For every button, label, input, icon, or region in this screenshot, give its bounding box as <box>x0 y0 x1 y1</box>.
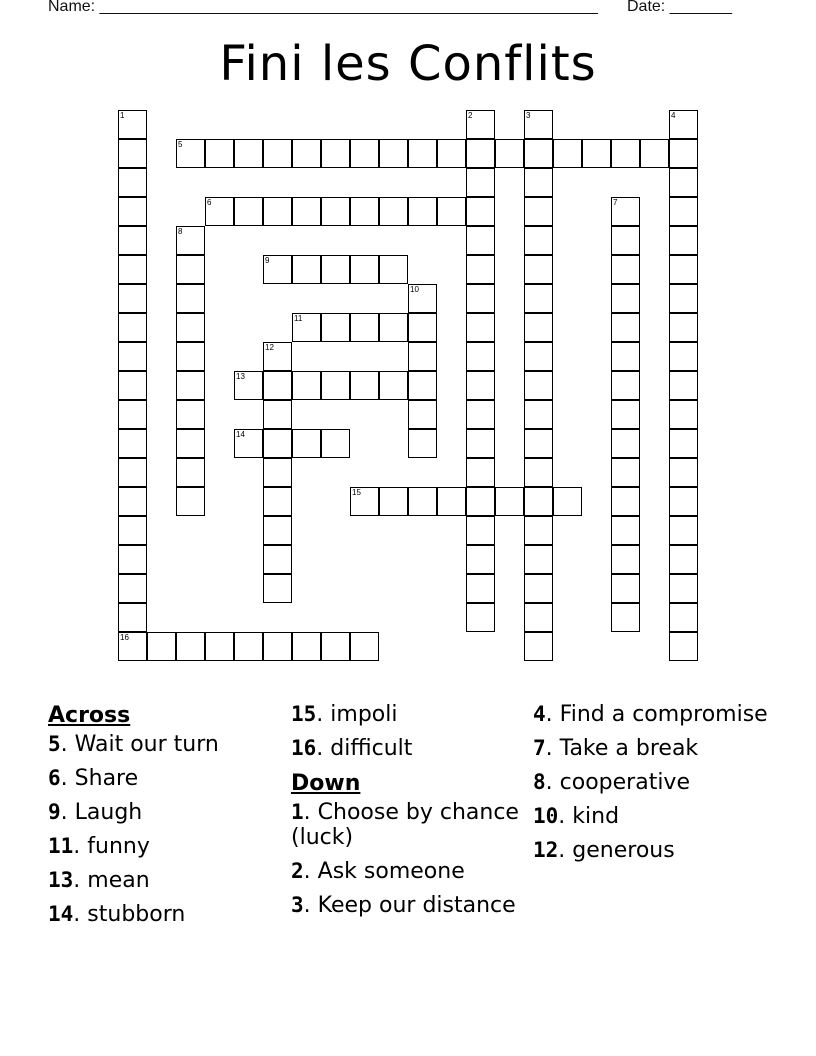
name-line[interactable]: ________________________________________________________ <box>99 0 598 15</box>
page-title: Fini les Conflits <box>219 36 597 92</box>
clue-column-1 <box>48 702 288 936</box>
clue-column-2 <box>291 702 531 927</box>
grid-cell[interactable] <box>350 371 379 400</box>
grid-cell[interactable] <box>118 574 147 603</box>
grid-cell[interactable] <box>611 284 640 313</box>
down-clue: 7. Take a break <box>533 736 699 761</box>
grid-cell[interactable] <box>176 400 205 429</box>
cell-number: 8 <box>178 227 183 236</box>
grid-cell[interactable] <box>118 255 147 284</box>
grid-cell[interactable] <box>263 255 292 284</box>
grid-cell[interactable] <box>321 255 350 284</box>
grid-cell[interactable] <box>669 458 698 487</box>
grid-cell[interactable] <box>611 458 640 487</box>
grid-cell[interactable] <box>176 632 205 661</box>
grid-cell[interactable] <box>669 110 698 139</box>
grid-cell[interactable] <box>118 458 147 487</box>
grid-cell[interactable] <box>466 139 495 168</box>
down-clue: 12. generous <box>533 838 675 863</box>
grid-cell[interactable] <box>292 632 321 661</box>
grid-cell[interactable] <box>350 632 379 661</box>
grid-cell[interactable] <box>669 342 698 371</box>
grid-cell[interactable] <box>524 545 553 574</box>
grid-cell[interactable] <box>408 139 437 168</box>
grid-cell[interactable] <box>466 371 495 400</box>
grid-cell[interactable] <box>176 226 205 255</box>
grid-cell[interactable] <box>321 632 350 661</box>
grid-cell[interactable] <box>263 197 292 226</box>
grid-cell[interactable] <box>350 197 379 226</box>
grid-cell[interactable] <box>466 516 495 545</box>
grid-cell[interactable] <box>350 487 379 516</box>
grid-cell[interactable] <box>205 139 234 168</box>
grid-cell[interactable] <box>263 371 292 400</box>
grid-cell[interactable] <box>524 371 553 400</box>
grid-cell[interactable] <box>263 545 292 574</box>
grid-cell[interactable] <box>611 371 640 400</box>
grid-cell[interactable] <box>437 197 466 226</box>
date-field <box>627 0 732 16</box>
grid-cell[interactable] <box>524 429 553 458</box>
grid-cell[interactable] <box>669 168 698 197</box>
grid-cell[interactable] <box>466 197 495 226</box>
grid-cell[interactable] <box>379 197 408 226</box>
grid-cell[interactable] <box>669 284 698 313</box>
grid-cell[interactable] <box>669 487 698 516</box>
date-label: Date: <box>627 0 666 15</box>
grid-cell[interactable] <box>379 371 408 400</box>
across-clue: 9. Laugh <box>48 800 143 825</box>
grid-cell[interactable] <box>669 313 698 342</box>
down-heading: Down <box>291 771 361 796</box>
grid-cell[interactable] <box>118 487 147 516</box>
across-clue: 16. difficult <box>291 736 413 761</box>
grid-cell[interactable] <box>669 603 698 632</box>
grid-cell[interactable] <box>524 400 553 429</box>
grid-cell[interactable] <box>437 139 466 168</box>
grid-cell[interactable] <box>176 284 205 313</box>
grid-cell[interactable] <box>118 197 147 226</box>
grid-cell[interactable] <box>292 371 321 400</box>
grid-cell[interactable] <box>118 342 147 371</box>
grid-cell[interactable] <box>118 429 147 458</box>
grid-cell[interactable] <box>263 458 292 487</box>
grid-cell[interactable] <box>524 632 553 661</box>
grid-cell[interactable] <box>611 197 640 226</box>
grid-cell[interactable] <box>176 487 205 516</box>
grid-cell[interactable] <box>263 516 292 545</box>
grid-cell[interactable] <box>524 226 553 255</box>
grid-cell[interactable] <box>118 603 147 632</box>
grid-cell[interactable] <box>611 545 640 574</box>
grid-cell[interactable] <box>437 487 466 516</box>
grid-cell[interactable] <box>611 603 640 632</box>
grid-cell[interactable] <box>466 255 495 284</box>
grid-cell[interactable] <box>408 400 437 429</box>
cell-number: 6 <box>207 198 212 207</box>
grid-cell[interactable] <box>176 371 205 400</box>
grid-cell[interactable] <box>263 400 292 429</box>
grid-cell[interactable] <box>408 284 437 313</box>
grid-cell[interactable] <box>321 139 350 168</box>
grid-cell[interactable] <box>611 226 640 255</box>
grid-cell[interactable] <box>176 458 205 487</box>
down-clue: 3. Keep our distance <box>291 893 516 918</box>
grid-cell[interactable] <box>524 516 553 545</box>
grid-cell[interactable] <box>669 226 698 255</box>
grid-cell[interactable] <box>205 197 234 226</box>
grid-cell[interactable] <box>553 139 582 168</box>
down-clue: 1. Choose by chance (luck) <box>291 800 519 850</box>
grid-cell[interactable] <box>524 574 553 603</box>
grid-cell[interactable] <box>234 632 263 661</box>
grid-cell[interactable] <box>263 574 292 603</box>
grid-cell[interactable] <box>553 487 582 516</box>
grid-cell[interactable] <box>408 197 437 226</box>
grid-cell[interactable] <box>669 632 698 661</box>
grid-cell[interactable] <box>669 574 698 603</box>
grid-cell[interactable] <box>611 313 640 342</box>
grid-cell[interactable] <box>669 545 698 574</box>
grid-cell[interactable] <box>292 197 321 226</box>
grid-cell[interactable] <box>524 284 553 313</box>
grid-cell[interactable] <box>466 574 495 603</box>
grid-cell[interactable] <box>524 313 553 342</box>
cell-number: 11 <box>294 314 303 323</box>
grid-cell[interactable] <box>466 342 495 371</box>
cell-number: 9 <box>265 256 270 265</box>
grid-cell[interactable] <box>263 342 292 371</box>
grid-cell[interactable] <box>321 197 350 226</box>
grid-cell[interactable] <box>495 139 524 168</box>
grid-cell[interactable] <box>176 313 205 342</box>
grid-cell[interactable] <box>524 168 553 197</box>
grid-cell[interactable] <box>321 313 350 342</box>
grid-cell[interactable] <box>611 429 640 458</box>
grid-cell[interactable] <box>118 632 147 661</box>
grid-cell[interactable] <box>263 139 292 168</box>
grid-cell[interactable] <box>669 429 698 458</box>
grid-cell[interactable] <box>466 487 495 516</box>
grid-cell[interactable] <box>379 255 408 284</box>
grid-cell[interactable] <box>611 400 640 429</box>
cell-number: 10 <box>410 285 419 294</box>
name-label: Name: <box>48 0 96 15</box>
grid-cell[interactable] <box>408 371 437 400</box>
grid-cell[interactable] <box>524 139 553 168</box>
grid-cell[interactable] <box>292 429 321 458</box>
across-clue: 14. stubborn <box>48 902 186 927</box>
grid-cell[interactable] <box>611 342 640 371</box>
grid-cell[interactable] <box>669 139 698 168</box>
grid-cell[interactable] <box>292 313 321 342</box>
grid-cell[interactable] <box>176 429 205 458</box>
grid-cell[interactable] <box>292 139 321 168</box>
down-clue: 8. cooperative <box>533 770 690 795</box>
grid-cell[interactable] <box>118 371 147 400</box>
cell-number: 15 <box>352 488 361 497</box>
grid-cell[interactable] <box>611 487 640 516</box>
across-clue: 13. mean <box>48 868 150 893</box>
grid-cell[interactable] <box>176 255 205 284</box>
grid-cell[interactable] <box>176 139 205 168</box>
grid-cell[interactable] <box>640 139 669 168</box>
grid-cell[interactable] <box>669 400 698 429</box>
clue-column-3 <box>533 702 773 872</box>
grid-cell[interactable] <box>234 429 263 458</box>
date-line[interactable]: _______ <box>669 0 732 15</box>
grid-cell[interactable] <box>466 400 495 429</box>
grid-cell[interactable] <box>263 487 292 516</box>
grid-cell[interactable] <box>524 458 553 487</box>
grid-cell[interactable] <box>611 139 640 168</box>
grid-cell[interactable] <box>350 139 379 168</box>
grid-cell[interactable] <box>118 168 147 197</box>
cell-number: 13 <box>236 372 245 381</box>
grid-cell[interactable] <box>611 574 640 603</box>
grid-cell[interactable] <box>669 197 698 226</box>
across-clue: 15. impoli <box>291 702 398 727</box>
grid-cell[interactable] <box>118 400 147 429</box>
grid-cell[interactable] <box>350 313 379 342</box>
grid-cell[interactable] <box>292 255 321 284</box>
grid-cell[interactable] <box>234 139 263 168</box>
grid-cell[interactable] <box>466 603 495 632</box>
grid-cell[interactable] <box>234 371 263 400</box>
grid-cell[interactable] <box>379 487 408 516</box>
down-clue: 4. Find a compromise <box>533 702 768 727</box>
grid-cell[interactable] <box>408 429 437 458</box>
grid-cell[interactable] <box>611 255 640 284</box>
across-heading: Across <box>48 703 131 728</box>
grid-cell[interactable] <box>669 516 698 545</box>
grid-cell[interactable] <box>524 342 553 371</box>
grid-cell[interactable] <box>118 545 147 574</box>
cell-number: 5 <box>178 140 183 149</box>
grid-cell[interactable] <box>466 110 495 139</box>
grid-cell[interactable] <box>582 139 611 168</box>
grid-cell[interactable] <box>321 371 350 400</box>
grid-cell[interactable] <box>118 139 147 168</box>
across-clue: 11. funny <box>48 834 150 859</box>
grid-cell[interactable] <box>524 197 553 226</box>
grid-cell[interactable] <box>118 313 147 342</box>
grid-cell[interactable] <box>118 284 147 313</box>
grid-cell[interactable] <box>379 313 408 342</box>
grid-cell[interactable] <box>321 429 350 458</box>
cell-number: 7 <box>613 198 618 207</box>
cell-number: 2 <box>468 111 473 120</box>
grid-cell[interactable] <box>466 313 495 342</box>
cell-number: 4 <box>671 111 676 120</box>
grid-cell[interactable] <box>205 632 234 661</box>
down-clue: 10. kind <box>533 804 620 829</box>
grid-cell[interactable] <box>466 226 495 255</box>
down-clue: 2. Ask someone <box>291 859 465 884</box>
grid-cell[interactable] <box>118 516 147 545</box>
grid-cell[interactable] <box>466 458 495 487</box>
grid-cell[interactable] <box>147 632 176 661</box>
cell-number: 16 <box>120 633 129 642</box>
grid-cell[interactable] <box>234 197 263 226</box>
grid-cell[interactable] <box>524 603 553 632</box>
name-field <box>48 0 598 16</box>
grid-cell[interactable] <box>176 342 205 371</box>
grid-cell[interactable] <box>466 284 495 313</box>
cell-number: 3 <box>526 111 531 120</box>
grid-cell[interactable] <box>466 545 495 574</box>
grid-cell[interactable] <box>263 429 292 458</box>
across-clue: 5. Wait our turn <box>48 732 219 757</box>
grid-cell[interactable] <box>118 226 147 255</box>
grid-cell[interactable] <box>669 371 698 400</box>
cell-number: 1 <box>120 111 125 120</box>
cell-number: 12 <box>265 343 274 352</box>
grid-cell[interactable] <box>466 429 495 458</box>
grid-cell[interactable] <box>350 255 379 284</box>
cell-number: 14 <box>236 430 245 439</box>
grid-cell[interactable] <box>524 487 553 516</box>
grid-cell[interactable] <box>524 110 553 139</box>
grid-cell[interactable] <box>611 516 640 545</box>
grid-cell[interactable] <box>495 487 524 516</box>
grid-cell[interactable] <box>263 632 292 661</box>
grid-cell[interactable] <box>408 313 437 342</box>
grid-cell[interactable] <box>408 487 437 516</box>
header-line <box>0 0 816 18</box>
grid-cell[interactable] <box>118 110 147 139</box>
grid-cell[interactable] <box>466 168 495 197</box>
grid-cell[interactable] <box>408 342 437 371</box>
across-clue: 6. Share <box>48 766 139 791</box>
grid-cell[interactable] <box>669 255 698 284</box>
grid-cell[interactable] <box>524 255 553 284</box>
grid-cell[interactable] <box>379 139 408 168</box>
